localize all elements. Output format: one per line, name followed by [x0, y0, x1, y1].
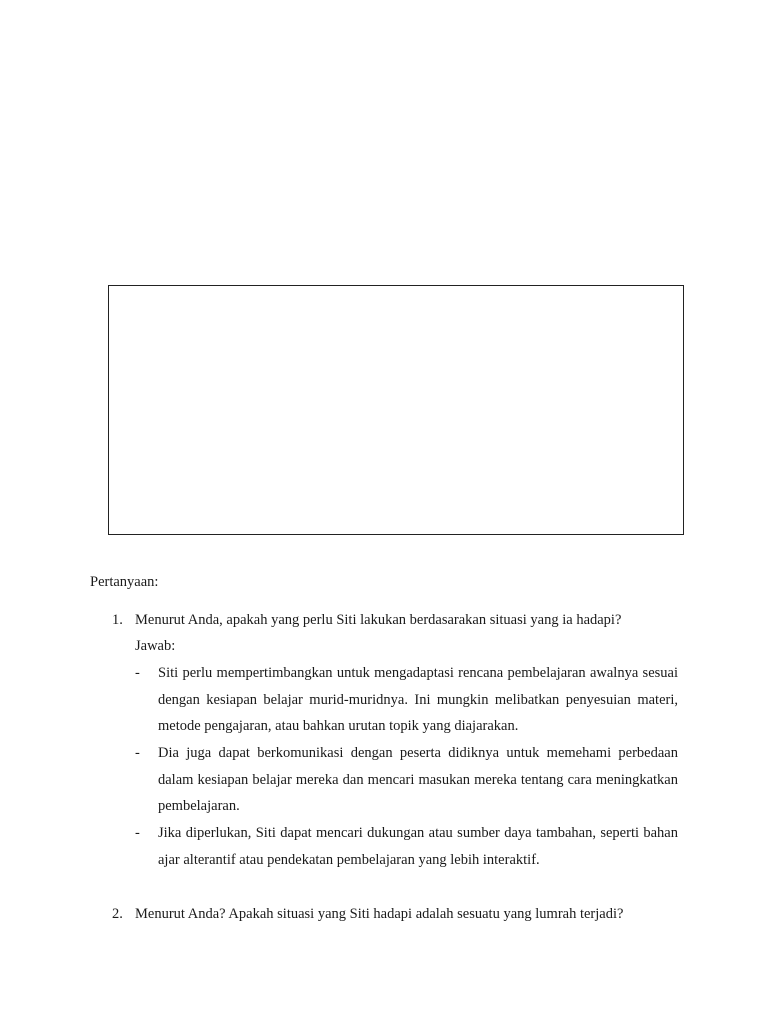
bullet-3-text: Jika diperlukan, Siti dapat mencari dukungan atau sumber daya tambahan, seperti bahan ajar alterantif atau pendekatan pembelajaran yang lebih interaktif.: [158, 825, 678, 868]
bullet-2-marker: -: [135, 745, 140, 761]
question-2-text: Menurut Anda? Apakah situasi yang Siti hadapi adalah sesuatu yang lumrah terjadi?: [135, 906, 624, 922]
bullet-2-text: Dia juga dapat berkomunikasi dengan peserta didiknya untuk memehami perbedaan dalam kesiapan belajar mereka dan mencari masukan mereka tentang cara meningkatkan pembelajaran.: [158, 745, 678, 814]
bullet-1-text: Siti perlu mempertimbangkan untuk mengadaptasi rencana pembelajaran awalnya sesuai dengan kesiapan belajar murid-muridnya. Ini mungkin melibatkan penyesuian materi, metode pengajaran, atau bahkan urutan topik yang diajarakan.: [158, 665, 678, 734]
question-1-text: Menurut Anda, apakah yang perlu Siti lakukan berdasarakan situasi yang ia hadapi?: [135, 612, 622, 628]
empty-content-box: [108, 285, 684, 535]
answer-label: Jawab:: [135, 638, 176, 654]
bullet-3-marker: -: [135, 825, 140, 841]
bullet-1-marker: -: [135, 665, 140, 681]
question-1-number: 1.: [112, 612, 123, 628]
question-2-number: 2.: [112, 906, 123, 922]
questions-heading: Pertanyaan:: [90, 574, 159, 590]
